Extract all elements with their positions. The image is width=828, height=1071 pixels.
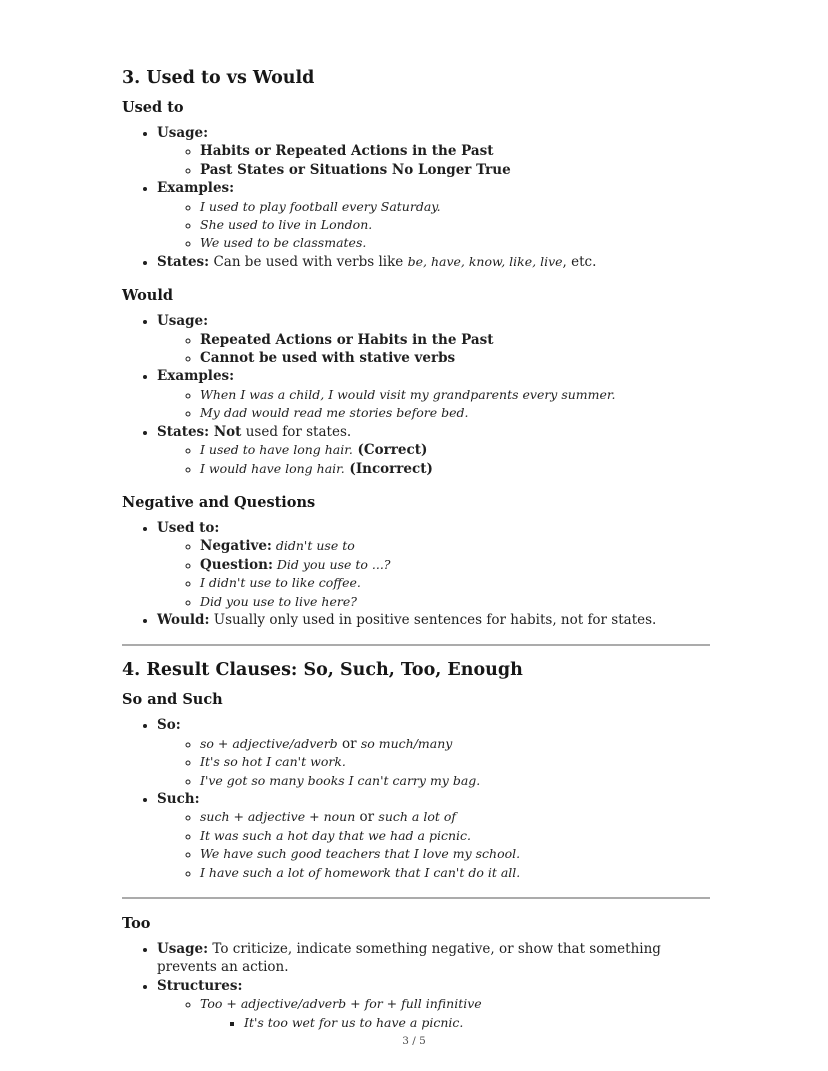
- list-item: [200, 441, 710, 459]
- list-item-would: [157, 611, 710, 629]
- section-divider: [122, 644, 710, 646]
- list-item-so: [157, 716, 710, 790]
- states-sublist: [157, 441, 710, 478]
- list-item: [200, 537, 710, 555]
- too-heading: Too: [122, 915, 151, 932]
- list-item-examples: [157, 367, 710, 422]
- correct-tag: (Correct): [352, 442, 428, 459]
- used-to-sublist: [157, 537, 710, 611]
- or-connector: or: [355, 809, 379, 826]
- list-item: [200, 460, 710, 478]
- list-item-examples: [157, 179, 710, 253]
- example-sentence: I would have long hair.: [200, 460, 345, 476]
- list-item: [200, 845, 710, 863]
- usage-text: To criticize, indicate something negative, or show that something prevents an action.: [157, 941, 661, 976]
- list-item-usage: [157, 940, 710, 977]
- so-and-such-heading: So and Such: [122, 691, 223, 709]
- list-item: [200, 995, 710, 1032]
- usage-point: Repeated Actions or Habits in the Past: [200, 331, 494, 348]
- example-sentence: When I was a child, I would visit my grandparents every summer.: [200, 386, 616, 402]
- section-divider: [122, 897, 710, 899]
- list-item: [200, 234, 710, 252]
- list-item-used-to: [157, 519, 710, 611]
- example-sentence: My dad would read me stories before bed.: [200, 405, 469, 421]
- so-and-such-list: [122, 716, 710, 882]
- negative-label: Negative:: [200, 538, 272, 555]
- list-item-states: [157, 423, 710, 478]
- negative-form: didn't use to: [271, 538, 355, 554]
- example-sentence: I have such a lot of homework that I can't do it all.: [200, 864, 521, 880]
- example-sentence: I've got so many books I can't carry my bag.: [200, 772, 481, 788]
- usage-label: Usage:: [157, 125, 209, 141]
- list-item-states: [157, 253, 710, 271]
- list-item: [200, 864, 710, 882]
- list-item: [200, 349, 710, 367]
- section-4-title: 4. Result Clauses: So, Such, Too, Enough: [122, 660, 523, 681]
- would-heading: Would: [122, 287, 173, 305]
- example-sentence: It's too wet for us to have a picnic.: [244, 1014, 464, 1030]
- would-label: Would:: [157, 611, 210, 628]
- list-item: [200, 753, 710, 771]
- negative-questions-list: [122, 519, 710, 629]
- usage-sublist: [157, 331, 710, 368]
- usage-point: Habits or Repeated Actions in the Past: [200, 143, 494, 160]
- page-number-indicator: 3 / 5: [402, 1035, 426, 1047]
- list-item: [200, 142, 710, 160]
- negative-and-questions-heading: Negative and Questions: [122, 493, 316, 511]
- examples-label: Examples:: [157, 368, 235, 385]
- structure-pattern: so + adjective/adverb: [200, 735, 338, 751]
- structure-example-sublist: [200, 1014, 710, 1032]
- list-item-structures: [157, 977, 710, 1032]
- used-to-list: [122, 124, 710, 271]
- list-item: [244, 1014, 710, 1032]
- states-verbs: be, have, know, like, live: [407, 253, 563, 269]
- example-sentence: It was such a hot day that we had a picnic.: [200, 827, 471, 843]
- example-sentence: Did you use to live here?: [200, 593, 357, 609]
- examples-sublist: [157, 198, 710, 253]
- examples-sublist: [157, 386, 710, 423]
- example-sentence: We have such good teachers that I love my school.: [200, 846, 521, 862]
- list-item: [200, 574, 710, 592]
- usage-point: Cannot be used with stative verbs: [200, 350, 456, 367]
- list-item: [200, 808, 710, 826]
- states-text: Can be used with verbs like: [209, 253, 408, 270]
- question-label: Question:: [200, 556, 273, 573]
- structure-pattern: so much/many: [360, 735, 453, 751]
- incorrect-tag: (Incorrect): [344, 460, 433, 477]
- list-item: [200, 161, 710, 179]
- example-sentence: I used to play football every Saturday.: [200, 198, 441, 214]
- list-item: [200, 216, 710, 234]
- list-item-such: [157, 790, 710, 882]
- list-item-usage: [157, 124, 710, 179]
- used-to-label: Used to:: [157, 519, 220, 536]
- states-text: used for states.: [241, 423, 352, 440]
- list-item: [200, 827, 710, 845]
- examples-label: Examples:: [157, 180, 235, 197]
- list-item: [200, 198, 710, 216]
- list-item: [200, 772, 710, 790]
- list-item-usage: [157, 312, 710, 367]
- structure-pattern: such + adjective + noun: [200, 809, 356, 825]
- such-sublist: [157, 808, 710, 882]
- list-item: [200, 331, 710, 349]
- such-label: Such:: [157, 790, 200, 807]
- structure-pattern: Too + adjective/adverb + for + full infinitive: [200, 996, 482, 1012]
- list-item: [200, 735, 710, 753]
- structures-sublist: [157, 995, 710, 1032]
- document-content: [122, 67, 710, 1032]
- states-label: States: Not: [157, 423, 242, 440]
- usage-label: Usage:: [157, 313, 209, 330]
- example-sentence: I didn't use to like coffee.: [200, 575, 361, 591]
- section-3-title: 3. Used to vs Would: [122, 68, 315, 88]
- list-item: [200, 386, 710, 404]
- example-sentence: I used to have long hair.: [200, 442, 353, 458]
- states-label: States:: [157, 253, 210, 270]
- example-sentence: We used to be classmates.: [200, 235, 367, 251]
- question-form: Did you use to ...?: [272, 556, 391, 572]
- usage-sublist: [157, 142, 710, 179]
- would-text: Usually only used in positive sentences for habits, not for states.: [209, 611, 657, 628]
- structures-label: Structures:: [157, 977, 243, 994]
- or-connector: or: [337, 735, 361, 752]
- list-item: [200, 593, 710, 611]
- list-item: [200, 556, 710, 574]
- used-to-heading: Used to: [122, 99, 184, 116]
- would-list: [122, 312, 710, 478]
- example-sentence: She used to live in London.: [200, 217, 373, 233]
- so-sublist: [157, 735, 710, 790]
- usage-point: Past States or Situations No Longer True: [200, 161, 511, 178]
- usage-label: Usage:: [157, 941, 209, 957]
- so-label: So:: [157, 717, 181, 734]
- list-item: [200, 404, 710, 422]
- example-sentence: It's so hot I can't work.: [200, 754, 346, 770]
- too-list: [122, 940, 710, 1032]
- structure-pattern: such a lot of: [378, 809, 457, 825]
- states-suffix: , etc.: [562, 253, 597, 270]
